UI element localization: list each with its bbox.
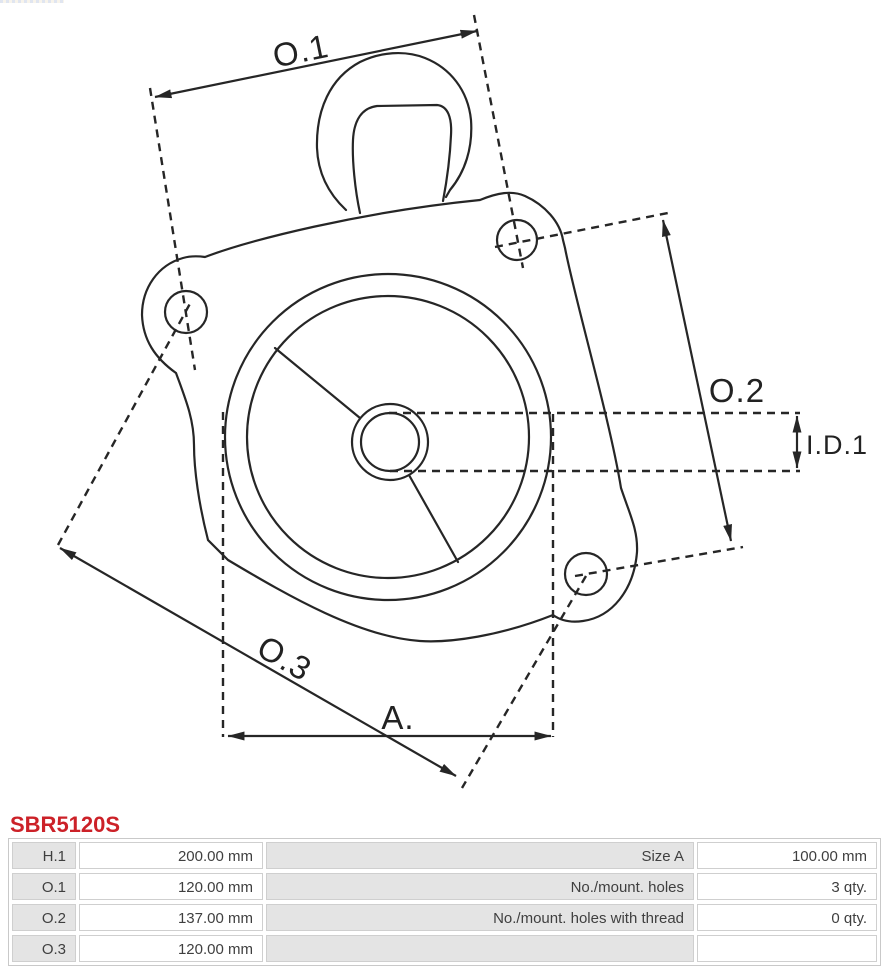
param-cell: O.2 [12,904,76,931]
spec-row [12,842,877,869]
hub-bore-circle [361,413,419,471]
spec-row [12,935,877,962]
value-cell [697,935,877,962]
spec-table [8,838,881,966]
part-number-title: SBR5120S [10,812,121,837]
param-cell: O.1 [12,873,76,900]
lifting-eye-outer [317,53,471,210]
lifting-eye-inner [353,105,451,213]
value-cell: 120.00 mm [79,935,263,962]
dim-label-a: A. [381,699,415,736]
value-cell: 100.00 mm [697,842,877,869]
spec-row [12,904,877,931]
dim-label-o1: O.1 [269,26,332,75]
mount-hole-bottom-right [565,553,607,595]
dim-label-o2: O.2 [708,372,766,409]
param-cell [266,935,694,962]
param-cell: O.3 [12,935,76,962]
dim-label-o3: O.3 [251,627,319,689]
value-cell: 200.00 mm [79,842,263,869]
param-cell: No./mount. holes [266,873,694,900]
param-cell: Size A [266,842,694,869]
value-cell: 3 qty. [697,873,877,900]
spec-row [12,873,877,900]
value-cell: 0 qty. [697,904,877,931]
dim-label-id1: I.D.1 [806,430,869,460]
value-cell: 120.00 mm [79,873,263,900]
param-cell: No./mount. holes with thread [266,904,694,931]
param-cell: H.1 [12,842,76,869]
value-cell: 137.00 mm [79,904,263,931]
